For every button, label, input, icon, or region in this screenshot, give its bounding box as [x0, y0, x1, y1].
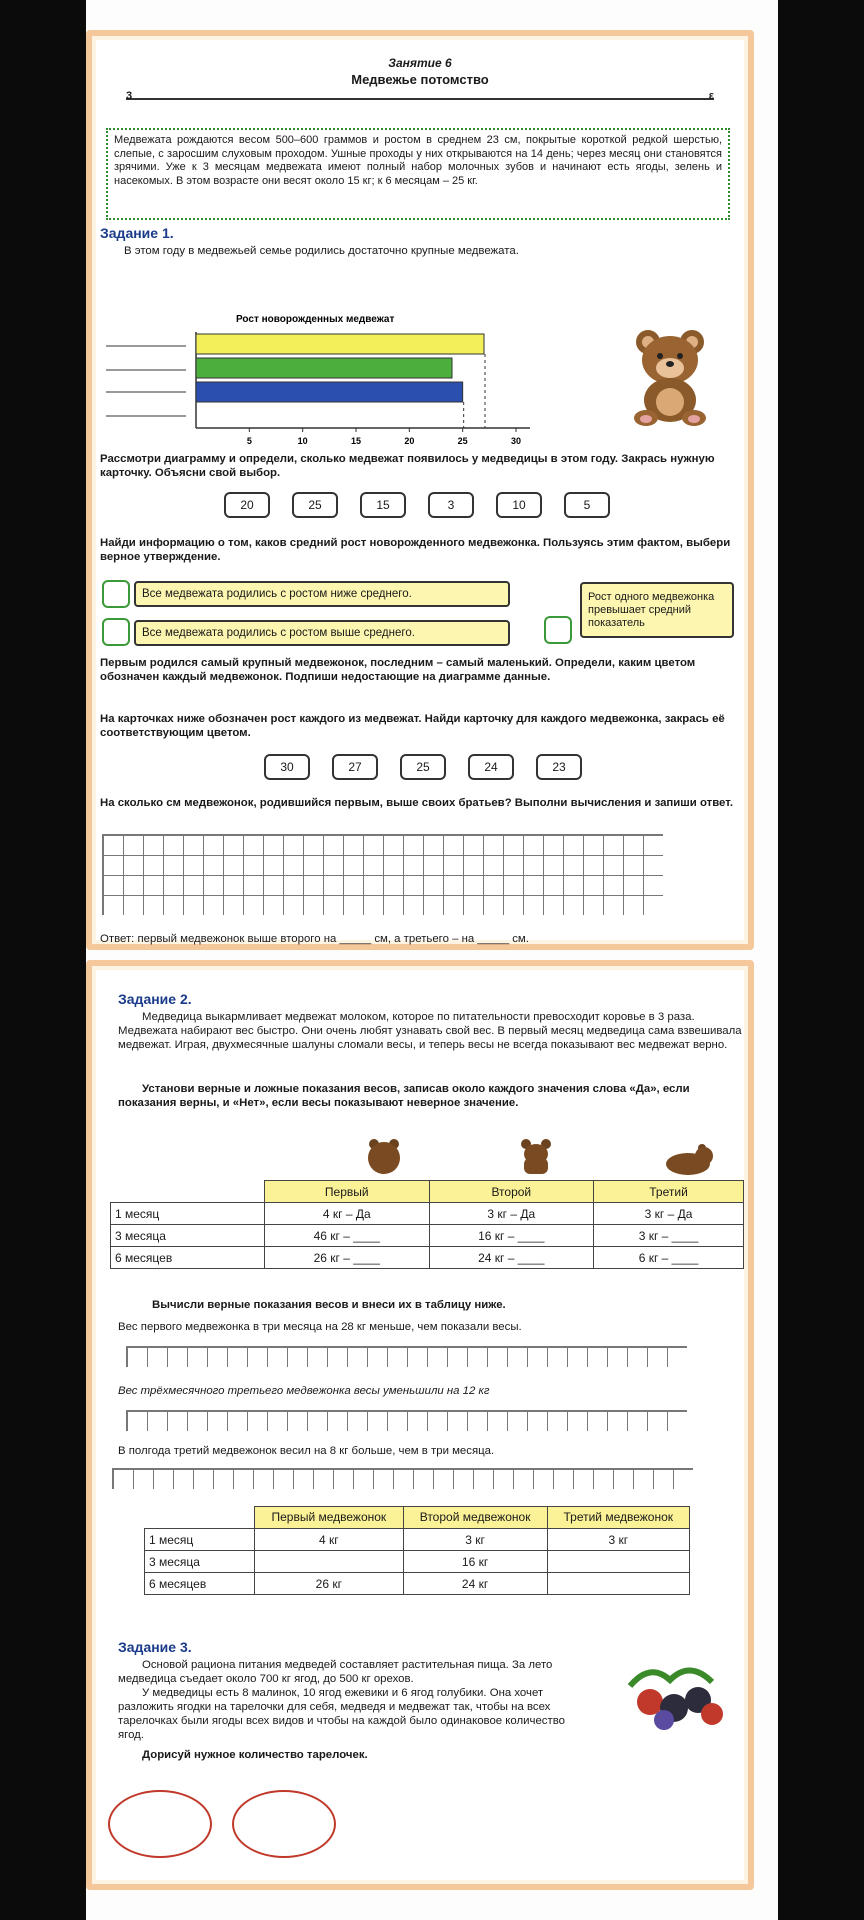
scales-table-cell[interactable]: 4 кг – Да [265, 1203, 430, 1225]
task3-text-2: У медведицы есть 8 малинок, 10 ягод ежевики и 6 ягод голубики. Она хочет разложить ягодки на тарелочки для себя, медведя и медвежат так, чтобы на всех тарелочках были ягоды всех видов и чтобы на каждой было одинаковое количество ягод. [118, 1687, 565, 1741]
scales-table-row [111, 1203, 744, 1225]
chart-tick-label-5: 5 [246, 436, 252, 446]
chart-tick-label-30: 30 [510, 436, 522, 446]
task2-instruction: Установи верные и ложные показания весов, записав около каждого значения слова «Да», если показания верны, и «Нет», если весы показывают неверное значение. [118, 1083, 690, 1109]
card-count-15[interactable]: 15 [360, 492, 406, 518]
card-count-3[interactable]: 3 [428, 492, 474, 518]
chart-tick-label-25: 25 [457, 436, 468, 446]
calc-row-1[interactable] [126, 1346, 687, 1367]
left-dark-margin [0, 0, 86, 1920]
weights-table-row-label: 6 месяцев [145, 1573, 255, 1595]
scales-table-cell[interactable]: 6 кг – ____ [594, 1247, 744, 1269]
weights-table-cell[interactable] [547, 1573, 689, 1595]
page-1 [86, 30, 754, 950]
task1-text: В этом году в медвежьей семье родились достаточно крупные медвежата. [124, 245, 519, 257]
scales-table-row-label: 3 месяца [111, 1225, 265, 1247]
scales-header-first: Первый [265, 1181, 430, 1203]
checkbox-statement-1[interactable] [102, 580, 130, 608]
card-height-27[interactable]: 27 [332, 754, 378, 780]
weights-table-cell[interactable]: 26 кг [255, 1573, 404, 1595]
task2-heading: Задание 2. [118, 991, 192, 1007]
task3-text-1: Основой рациона питания медведей составляет растительная пища. За лето медведица съедает около 700 кг ягод, до 500 кг орехов. [118, 1659, 553, 1685]
title-rule [126, 90, 714, 102]
height-bar-chart [106, 310, 546, 455]
rule-left-mark: 3 [126, 90, 133, 102]
calc-row-3[interactable] [112, 1468, 693, 1489]
question-3: Первым родился самый крупный медвежонок, последним – самый маленький. Определи, каким цветом обозначен каждый медвежонок. Подпиши недостающие на диаграмме данные. [100, 657, 696, 683]
weights-table-cell[interactable]: 4 кг [255, 1529, 404, 1551]
weights-table-row [145, 1551, 690, 1573]
question-1: Рассмотри диаграмму и определи, сколько медвежат появилось у медведицы в этом году. Закрась нужную карточку. Объясни свой выбор. [100, 453, 715, 479]
weights-table-cell[interactable]: 24 кг [403, 1573, 547, 1595]
task1-heading: Задание 1. [100, 225, 174, 241]
bear-cub-illustration [626, 318, 714, 428]
statement-1[interactable]: Все медвежата родились с ростом ниже среднего. [134, 581, 510, 607]
plate-1[interactable] [108, 1790, 212, 1858]
weights-table-cell[interactable] [547, 1551, 689, 1573]
chart-bar-2 [196, 358, 452, 378]
right-dark-margin [778, 0, 864, 1920]
scales-header-second: Второй [429, 1181, 594, 1203]
scales-table [110, 1180, 744, 1269]
answer-line[interactable]: Ответ: первый медвежонок выше второго на _____ см, а третьего – на _____ см. [100, 933, 529, 945]
scales-table-cell[interactable]: 46 кг – ____ [265, 1225, 430, 1247]
weights-table-row-label: 1 месяц [145, 1529, 255, 1551]
bear-first-icon [364, 1136, 404, 1176]
bear-second-icon [516, 1136, 556, 1176]
chart-title: Рост новорожденных медвежат [236, 314, 395, 325]
task3-instruction: Дорисуй нужное количество тарелочек. [142, 1749, 368, 1761]
page-2 [86, 960, 754, 1890]
weights-table-corner [145, 1507, 255, 1529]
weights-table-cell[interactable] [255, 1551, 404, 1573]
scales-table-row-label: 6 месяцев [111, 1247, 265, 1269]
scales-header-third: Третий [594, 1181, 744, 1203]
weights-table-row [145, 1529, 690, 1551]
rule-right-mark: ε [708, 90, 714, 102]
chart-tick-label-15: 15 [350, 436, 362, 446]
scales-table-cell[interactable]: 24 кг – ____ [429, 1247, 594, 1269]
condition-3: В полгода третий медвежонок весил на 8 кг больше, чем в три месяца. [118, 1445, 495, 1457]
card-count-25[interactable]: 25 [292, 492, 338, 518]
card-height-24[interactable]: 24 [468, 754, 514, 780]
card-count-10[interactable]: 10 [496, 492, 542, 518]
task2-text: Медведица выкармливает медвежат молоком, которое по питательности превосходит коровье в 3 раза. Медвежата набирают вес быстро. Они очень любят узнавать свой вес. В первый месяц медведица сама взвешивала медвежат. Играя, двухмесячные шалуны сломали весы, и теперь весы не всегда показывают вес медвежат верно. [118, 1011, 742, 1051]
weights-header-first: Первый медвежонок [255, 1507, 404, 1529]
statement-3[interactable]: Рост одного медвежонка превышает средний показатель [580, 582, 734, 638]
scales-table-corner [111, 1181, 265, 1203]
scales-table-cell[interactable]: 3 кг – Да [594, 1203, 744, 1225]
weights-table-cell[interactable]: 3 кг [547, 1529, 689, 1551]
chart-tick-label-10: 10 [297, 436, 308, 446]
calc-grid-1[interactable] [102, 834, 663, 915]
card-height-25[interactable]: 25 [400, 754, 446, 780]
scales-table-row-label: 1 месяц [111, 1203, 265, 1225]
lesson-number: Занятие 6 [388, 56, 452, 70]
card-count-5[interactable]: 5 [564, 492, 610, 518]
weights-table [144, 1506, 690, 1595]
chart-tick-label-20: 20 [404, 436, 415, 446]
scales-table-cell[interactable]: 26 кг – ____ [265, 1247, 430, 1269]
plate-2[interactable] [232, 1790, 336, 1858]
calc-instruction: Вычисли верные показания весов и внеси их в таблицу ниже. [152, 1299, 506, 1311]
scales-table-row [111, 1247, 744, 1269]
weights-table-cell[interactable]: 16 кг [403, 1551, 547, 1573]
statement-2[interactable]: Все медвежата родились с ростом выше среднего. [134, 620, 510, 646]
question-4: На карточках ниже обозначен рост каждого из медвежат. Найди карточку для каждого медвежонка, закрась её соответствующим цветом. [100, 713, 725, 739]
card-count-20[interactable]: 20 [224, 492, 270, 518]
condition-1: Вес первого медвежонка в три месяца на 28 кг меньше, чем показали весы. [118, 1321, 522, 1333]
scales-table-row [111, 1225, 744, 1247]
condition-2: Вес трёхмесячного третьего медвежонка весы уменьшили на 12 кг [118, 1385, 490, 1397]
info-box: Медвежата рождаются весом 500–600 граммов и ростом в среднем 23 см, покрытые короткой редкой шерстью, слепые, с заросшим слуховым проходом. Ушные проходы у них открываются на 14 день; через месяц они становятся зрячими. Уже к 3 месяцам медвежата имеют полный набор молочных зубов и начинают есть ягоды, зелень и насекомых. В этом возрасте они весят около 15 кг; к 6 месяцам – 25 кг. [106, 128, 730, 220]
checkbox-statement-3[interactable] [544, 616, 572, 644]
scales-table-cell[interactable]: 16 кг – ____ [429, 1225, 594, 1247]
task3-heading: Задание 3. [118, 1639, 192, 1655]
question-2: Найди информацию о том, каков средний рост новорожденного медвежонка. Пользуясь этим фактом, выбери верное утверждение. [100, 537, 731, 563]
lesson-title: Медвежье потомство [351, 72, 489, 87]
card-height-23[interactable]: 23 [536, 754, 582, 780]
workbook-sheet [86, 0, 778, 1920]
scales-table-cell[interactable]: 3 кг – Да [429, 1203, 594, 1225]
chart-bar-1 [196, 334, 484, 354]
calc-row-2[interactable] [126, 1410, 687, 1431]
checkbox-statement-2[interactable] [102, 618, 130, 646]
weights-table-row [145, 1573, 690, 1595]
weights-table-row-label: 3 месяца [145, 1551, 255, 1573]
weights-header-second: Второй медвежонок [403, 1507, 547, 1529]
card-height-30[interactable]: 30 [264, 754, 310, 780]
weights-header-third: Третий медвежонок [547, 1507, 689, 1529]
bear-third-icon [664, 1142, 716, 1176]
question-5: На сколько см медвежонок, родившийся первым, выше своих братьев? Выполни вычисления и запиши ответ. [100, 797, 733, 809]
scales-table-cell[interactable]: 3 кг – ____ [594, 1225, 744, 1247]
weights-table-cell[interactable]: 3 кг [403, 1529, 547, 1551]
chart-bar-3 [196, 382, 463, 402]
berries-illustration [620, 1656, 732, 1736]
